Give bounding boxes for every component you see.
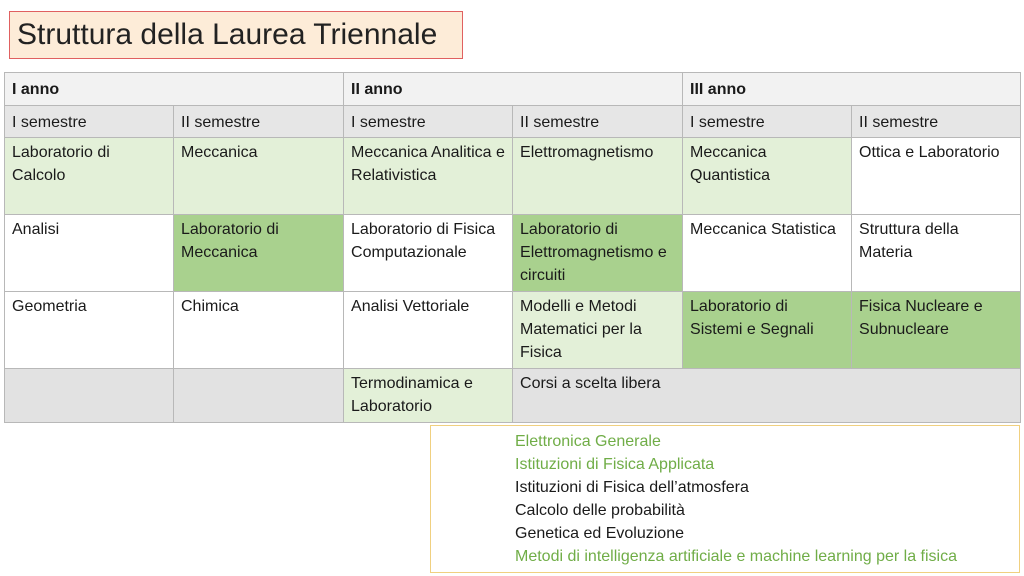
year-header-3: III anno: [683, 73, 1021, 106]
course-cell: Geometria: [5, 292, 174, 369]
course-cell: Meccanica Analitica e Relativistica: [344, 138, 513, 215]
course-cell: Elettromagnetismo: [513, 138, 683, 215]
course-cell: Analisi: [5, 215, 174, 292]
page-title: Struttura della Laurea Triennale: [9, 11, 463, 59]
semester-header: I semestre: [683, 106, 852, 138]
table-row: [5, 292, 1021, 369]
elective-options-box: [430, 425, 1020, 573]
year-header-row: [5, 73, 1021, 106]
course-cell: Chimica: [174, 292, 344, 369]
elective-option: Elettronica Generale: [515, 433, 661, 450]
elective-options-list: [515, 430, 957, 568]
elective-option: Metodi di intelligenza artificiale e machine learning per la fisica: [515, 548, 958, 565]
course-cell: Fisica Nucleare e Subnucleare: [852, 292, 1021, 369]
semester-header: I semestre: [344, 106, 513, 138]
course-cell: Laboratorio di Meccanica: [174, 215, 344, 292]
elective-option: Istituzioni di Fisica dell’atmosfera: [515, 479, 749, 496]
elective-option: Genetica ed Evoluzione: [515, 525, 684, 542]
semester-header: I semestre: [5, 106, 174, 138]
elective-courses-cell: Corsi a scelta libera: [513, 369, 1021, 423]
semester-header-row: [5, 106, 1021, 138]
curriculum-table: [4, 72, 1021, 423]
course-cell: Meccanica Quantistica: [683, 138, 852, 215]
semester-header: II semestre: [513, 106, 683, 138]
empty-cell: [5, 369, 174, 423]
table-row: [5, 369, 1021, 423]
course-cell: Laboratorio di Elettromagnetismo e circuiti: [513, 215, 683, 292]
course-cell: Ottica e Laboratorio: [852, 138, 1021, 215]
course-cell: Laboratorio di Fisica Computazionale: [344, 215, 513, 292]
empty-cell: [174, 369, 344, 423]
course-cell: Struttura della Materia: [852, 215, 1021, 292]
course-cell: Meccanica Statistica: [683, 215, 852, 292]
year-header-2: II anno: [344, 73, 683, 106]
course-cell: Laboratorio di Calcolo: [5, 138, 174, 215]
semester-header: II semestre: [174, 106, 344, 138]
course-cell: Laboratorio di Sistemi e Segnali: [683, 292, 852, 369]
elective-option: Calcolo delle probabilità: [515, 502, 685, 519]
table-row: [5, 138, 1021, 215]
course-cell: Termodinamica e Laboratorio: [344, 369, 513, 423]
year-header-1: I anno: [5, 73, 344, 106]
table-row: [5, 215, 1021, 292]
course-cell: Analisi Vettoriale: [344, 292, 513, 369]
course-cell: Modelli e Metodi Matematici per la Fisica: [513, 292, 683, 369]
semester-header: II semestre: [852, 106, 1021, 138]
course-cell: Meccanica: [174, 138, 344, 215]
elective-option: Istituzioni di Fisica Applicata: [515, 456, 715, 473]
